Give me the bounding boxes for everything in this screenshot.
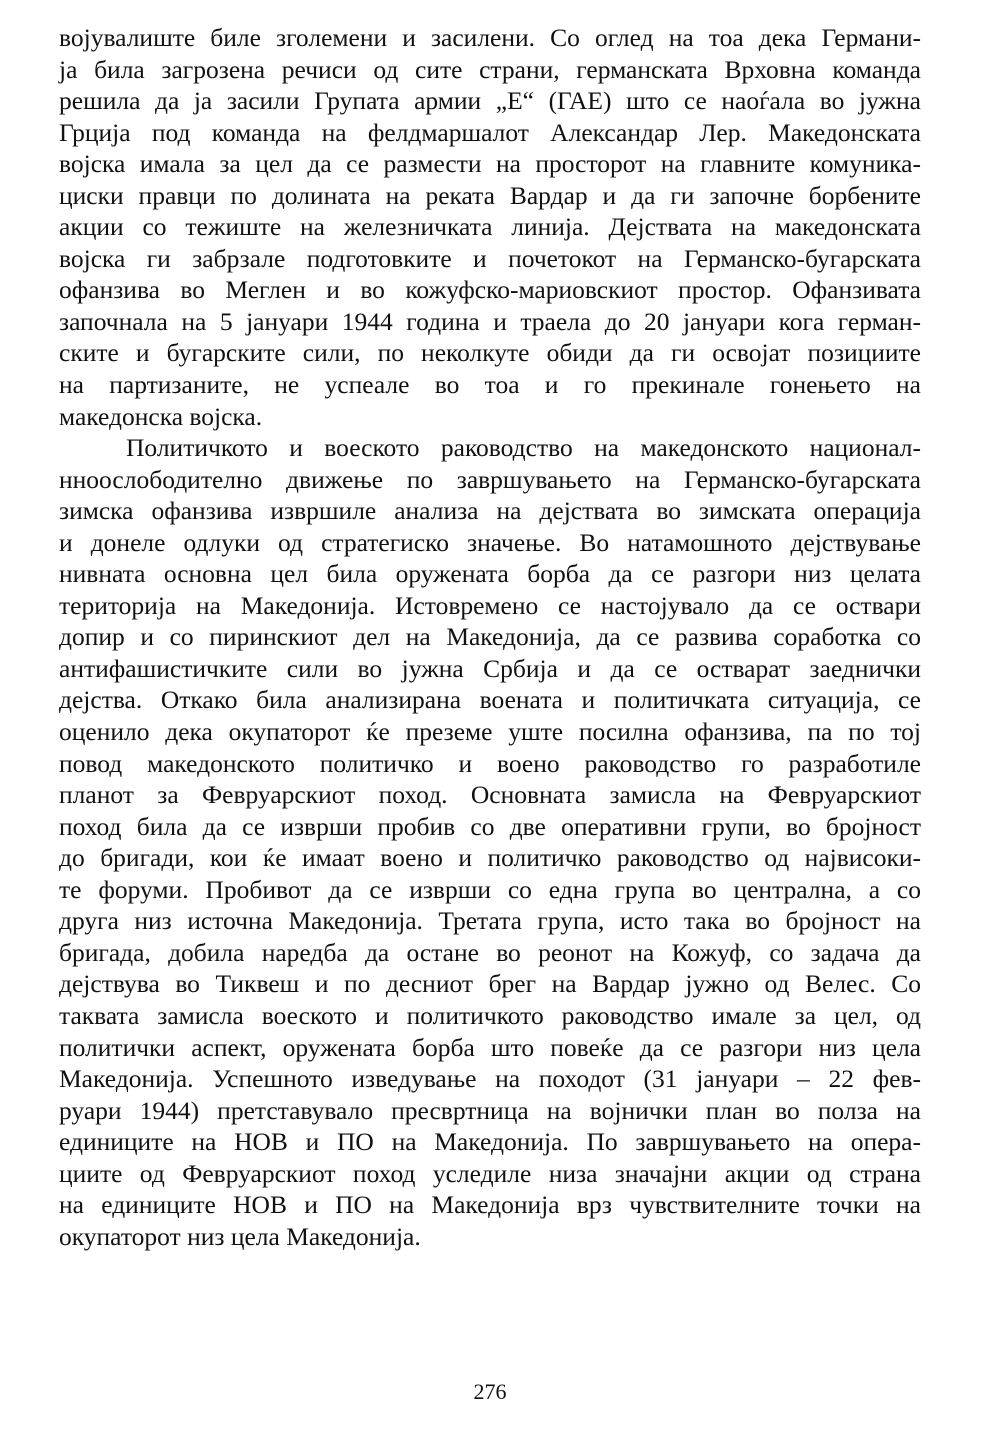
text-line: Македонија. Успешното изведување на походот (31 јануари – 22 фев-	[59, 1064, 921, 1094]
text-line: циски правци по долината на реката Вардар и да ги започне борбените	[59, 180, 921, 210]
text-line: дејства. Откако била анализирана воената и политичката ситуација, се	[59, 685, 921, 715]
text-line: руари 1944) претставувало пресвртница на војнички план во полза на	[59, 1095, 921, 1125]
text-line: и донеле одлуки од стратегиско значење. Во натамошното дејствување	[59, 527, 921, 557]
text-line: започнала на 5 јануари 1944 година и траела до 20 јануари кога герман-	[59, 306, 921, 336]
text-line: македонска војска.	[59, 401, 263, 431]
text-line: антифашистичките сили во јужна Србија и да се остварат заеднички	[59, 653, 921, 683]
text-line: ја била загрозена речиси од сите страни, германската Врховна команда	[59, 54, 921, 84]
text-line: на партизаните, не успеале во тоа и го прекинале гонењето на	[59, 370, 921, 400]
text-line: циите од Февруарскиот поход уследиле низа значајни акции од страна	[59, 1158, 921, 1188]
text-line: те форуми. Пробивот да се изврши со една група во централна, а со	[59, 874, 921, 904]
text-line: на единиците НОВ и ПО на Македонија врз чувствителните точки на	[59, 1190, 921, 1220]
text-line: единиците на НОВ и ПО на Македонија. По завршувањето на опера-	[59, 1127, 921, 1157]
text-line: оценило дека окупаторот ќе преземе уште посилна офанзива, па по тој	[59, 717, 921, 747]
text-line: нноослободително движење по завршувањето на Германско-бугарската	[59, 464, 921, 494]
text-line: акции со тежиште на железничката линија. Дејствата на македонската	[59, 212, 921, 242]
page-number: 276	[473, 1379, 507, 1404]
text-line: повод македонското политичко и воено раководство го разработиле	[59, 748, 921, 778]
text-line: војувалиште биле зголемени и засилени. Со оглед на тоа дека Германи-	[59, 23, 921, 52]
text-line: дејствува во Тиквеш и по десниот брег на Вардар јужно од Велес. Со	[59, 969, 921, 999]
text-line: политички аспект, оружената борба што повеќе да се разгори низ цела	[59, 1032, 921, 1062]
text-line: решила да ја засили Групата армии „Е“ (ГАЕ) што се наоѓала во јужна	[59, 86, 921, 116]
body-text	[59, 22, 921, 1252]
text-line: поход била да се изврши пробив со две оперативни групи, во бројност	[59, 811, 921, 841]
text-line: друга низ источна Македонија. Третата група, исто така во бројност на	[59, 906, 921, 936]
text-line: бригада, добила наредба да остане во реонот на Кожуф, со задача да	[59, 937, 921, 967]
text-line: Грција под команда на фелдмаршалот Александар Лер. Македонската	[59, 117, 921, 147]
text-line: окупаторот низ цела Македонија.	[59, 1221, 421, 1251]
text-line: нивната основна цел била оружената борба да се разгори низ целата	[59, 559, 921, 589]
text-line: Политичкото и воеското раководство на македонското национал-	[126, 433, 921, 463]
text-line: до бригади, кои ќе имаат воено и политичко раководство од највисоки-	[59, 843, 921, 873]
text-line: војска имала за цел да се размести на просторот на главните комуника-	[59, 149, 921, 179]
paragraph-1	[59, 22, 921, 432]
text-line: планот за Февруарскиот поход. Основната замисла на Февруарскиот	[59, 780, 921, 810]
text-line: територија на Македонија. Истовремено се настојувало да се оствари	[59, 590, 921, 620]
text-line: ските и бугарските сили, по неколкуте обиди да ги освојат позициите	[59, 338, 921, 368]
paragraph-2	[59, 432, 921, 1252]
text-line: зимска офанзива извршиле анализа на дејствата во зимската операција	[59, 496, 921, 526]
text-line: офанзива во Меглен и во кожуфско-мариовскиот простор. Офанзивата	[59, 275, 921, 305]
text-line: допир и со пиринскиот дел на Македонија, да се развива соработка со	[59, 622, 921, 652]
text-line: војска ги забрзале подготовките и почетокот на Германско-бугарската	[59, 243, 921, 273]
text-line: таквата замисла воеското и политичкото раководство имале за цел, од	[59, 1000, 921, 1030]
